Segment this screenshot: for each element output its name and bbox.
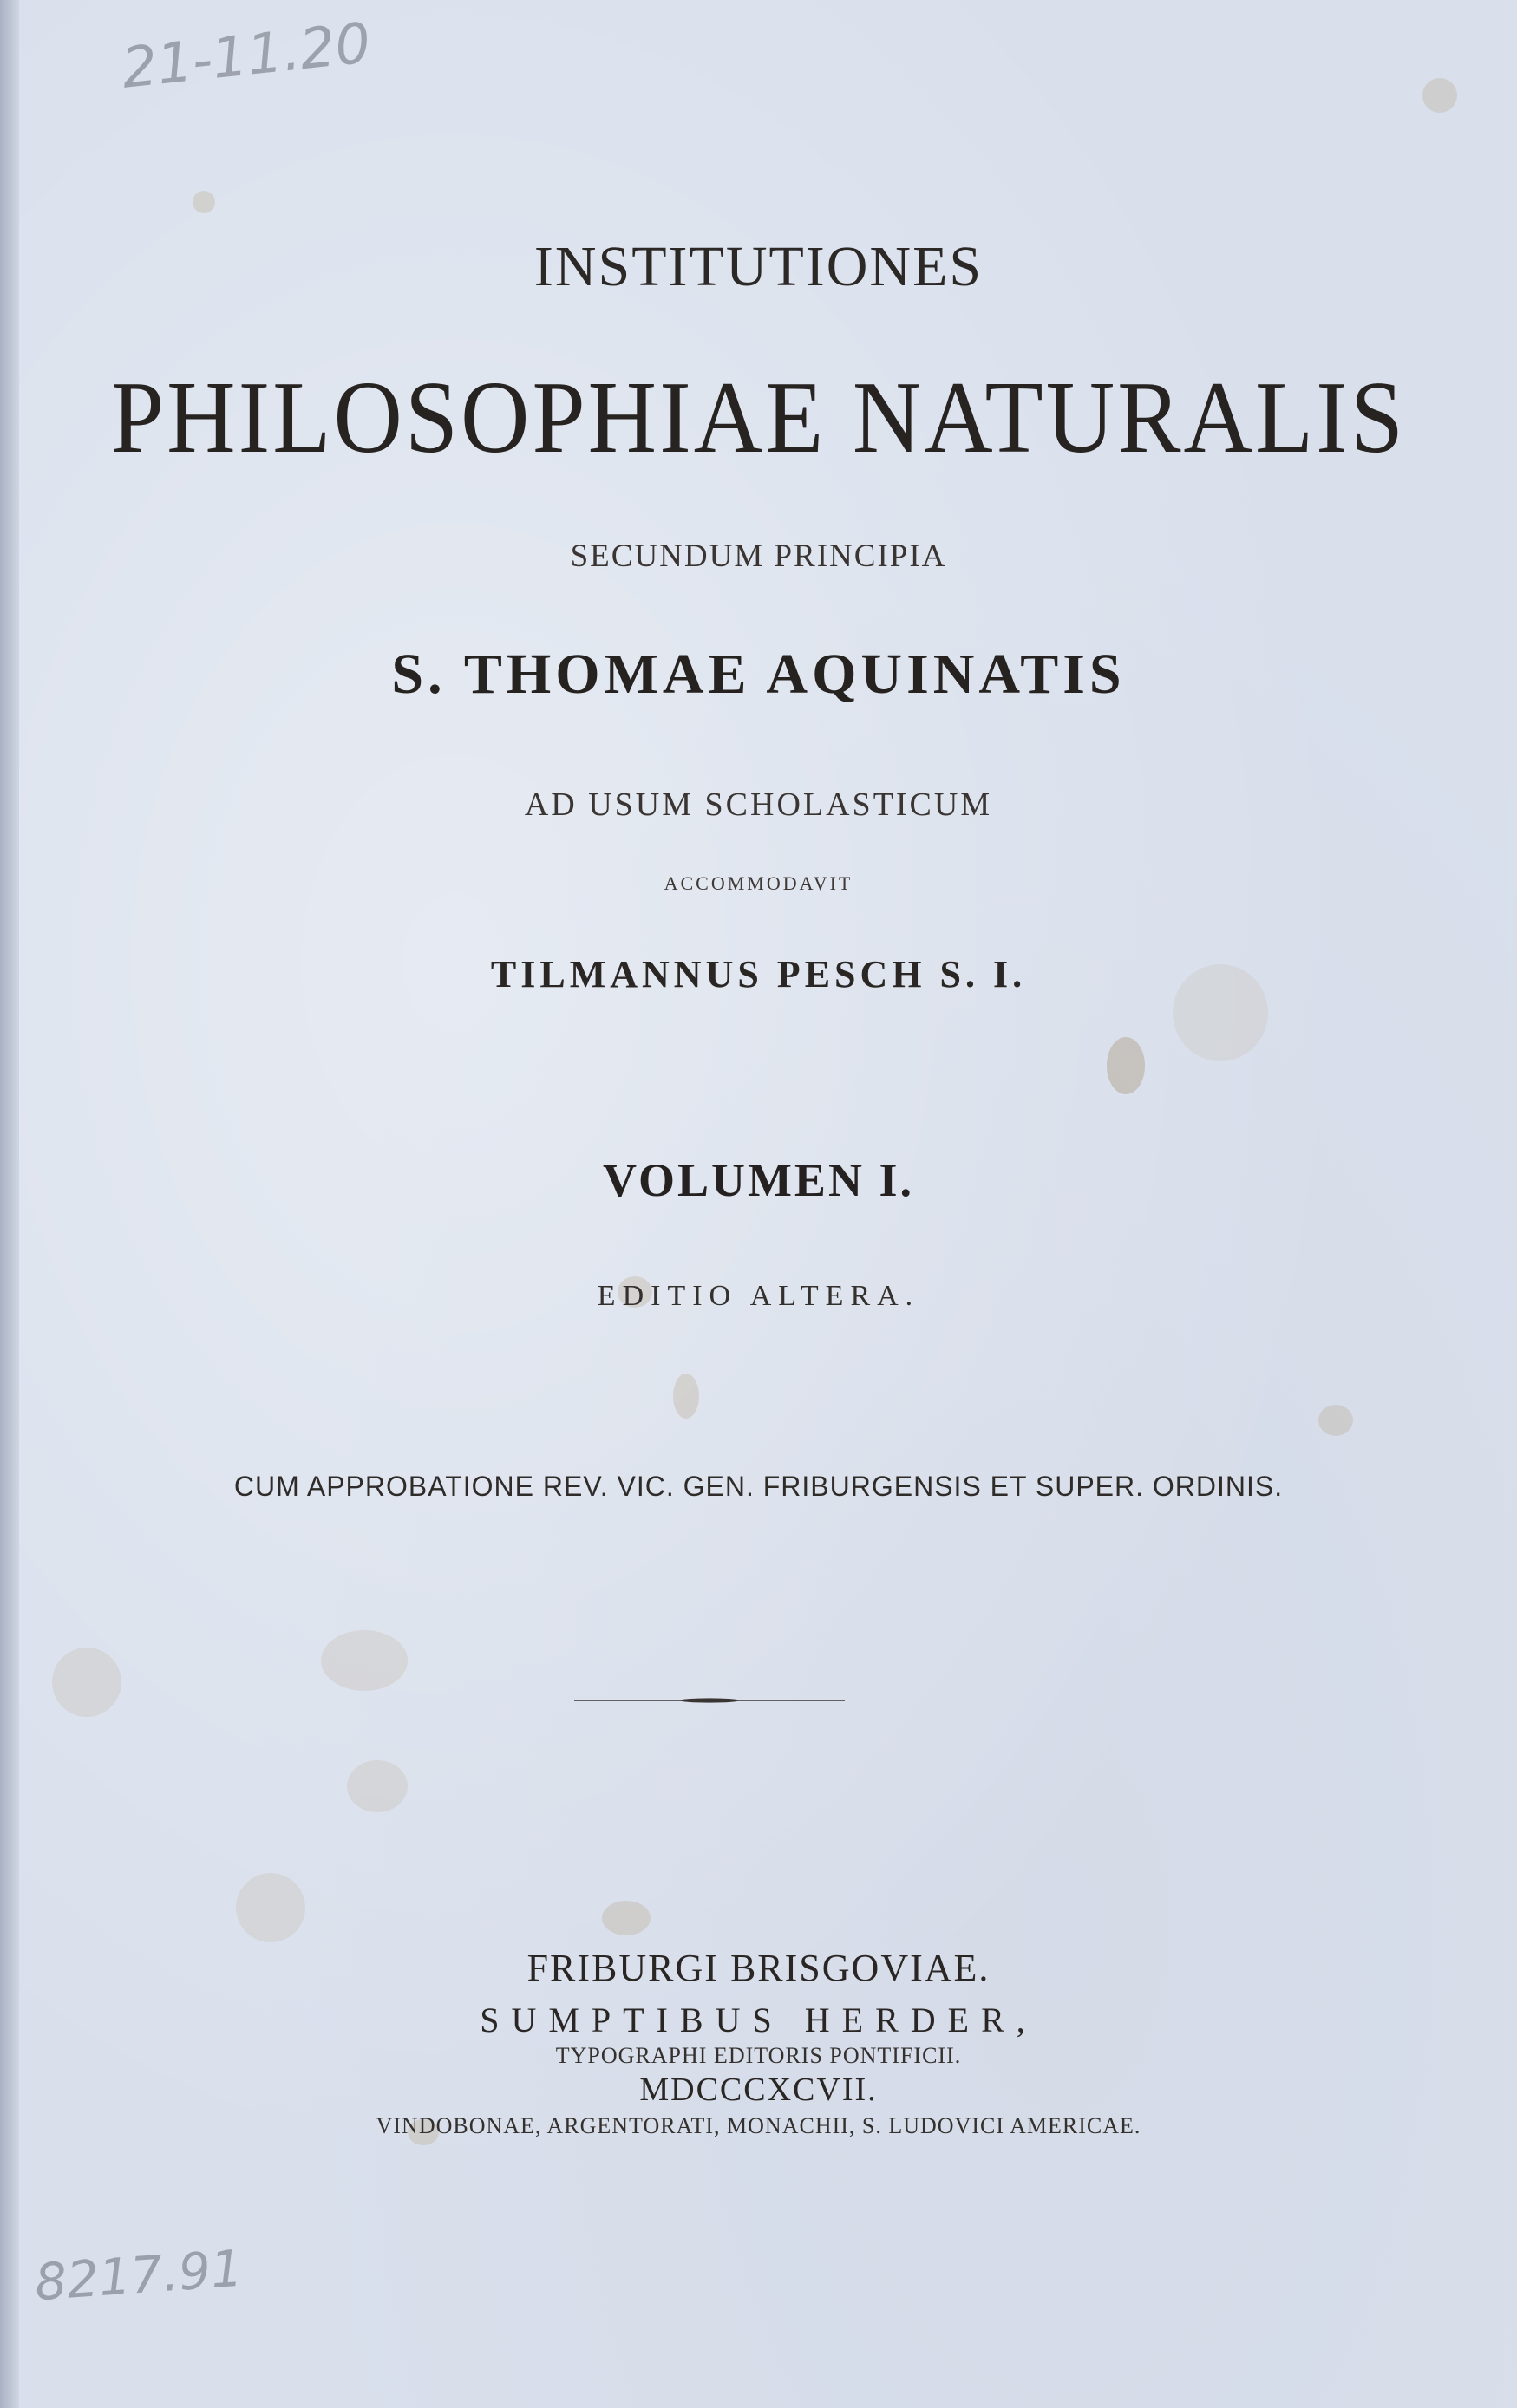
pencil-annotation-top: 21-11.20 (118, 11, 374, 101)
foxing-stain (321, 1630, 408, 1691)
title-line-institutiones: INSTITUTIONES (533, 235, 984, 298)
imprint-year: MDCCCXCVII. (639, 2072, 878, 2108)
foxing-stain (1422, 78, 1457, 113)
accommodavit-label: ACCOMMODAVIT (664, 872, 853, 894)
foxing-stain (1107, 1037, 1145, 1094)
foxing-stain (193, 191, 215, 213)
author-saint-name: S. THOMAE AQUINATIS (391, 643, 1126, 706)
imprint-branches: VINDOBONAE, ARGENTORATI, MONACHII, S. LUDOVICI AMERICAE. (376, 2113, 1141, 2138)
subtitle-ad-usum: AD USUM SCHOLASTICUM (524, 786, 993, 823)
volume-label: VOLUMEN I. (603, 1154, 914, 1206)
edition-label: EDITIO ALTERA. (597, 1280, 920, 1312)
foxing-stain (236, 1873, 305, 1942)
ornamental-rule (574, 1698, 845, 1703)
main-title: PHILOSOPHIAE NATURALIS (111, 360, 1406, 474)
foxing-stain (1318, 1405, 1353, 1436)
editor-name: TILMANNUS PESCH S. I. (490, 953, 1027, 995)
imprint-publisher: SUMPTIBUS HERDER, (480, 2000, 1037, 2039)
pencil-annotation-bottom: 8217.91 (32, 2238, 245, 2313)
foxing-stain (52, 1648, 121, 1717)
foxing-stain (602, 1901, 651, 1935)
approbation-line: CUM APPROBATIONE REV. VIC. GEN. FRIBURGENSIS ET SUPER. ORDINIS. (233, 1471, 1284, 1502)
imprint-place: FRIBURGI BRISGOVIAE. (526, 1947, 991, 1989)
foxing-stain (347, 1760, 408, 1812)
foxing-stain (673, 1374, 699, 1419)
imprint-publisher-role: TYPOGRAPHI EDITORIS PONTIFICII. (555, 2043, 962, 2068)
subtitle-secundum: SECUNDUM PRINCIPIA (570, 538, 947, 574)
